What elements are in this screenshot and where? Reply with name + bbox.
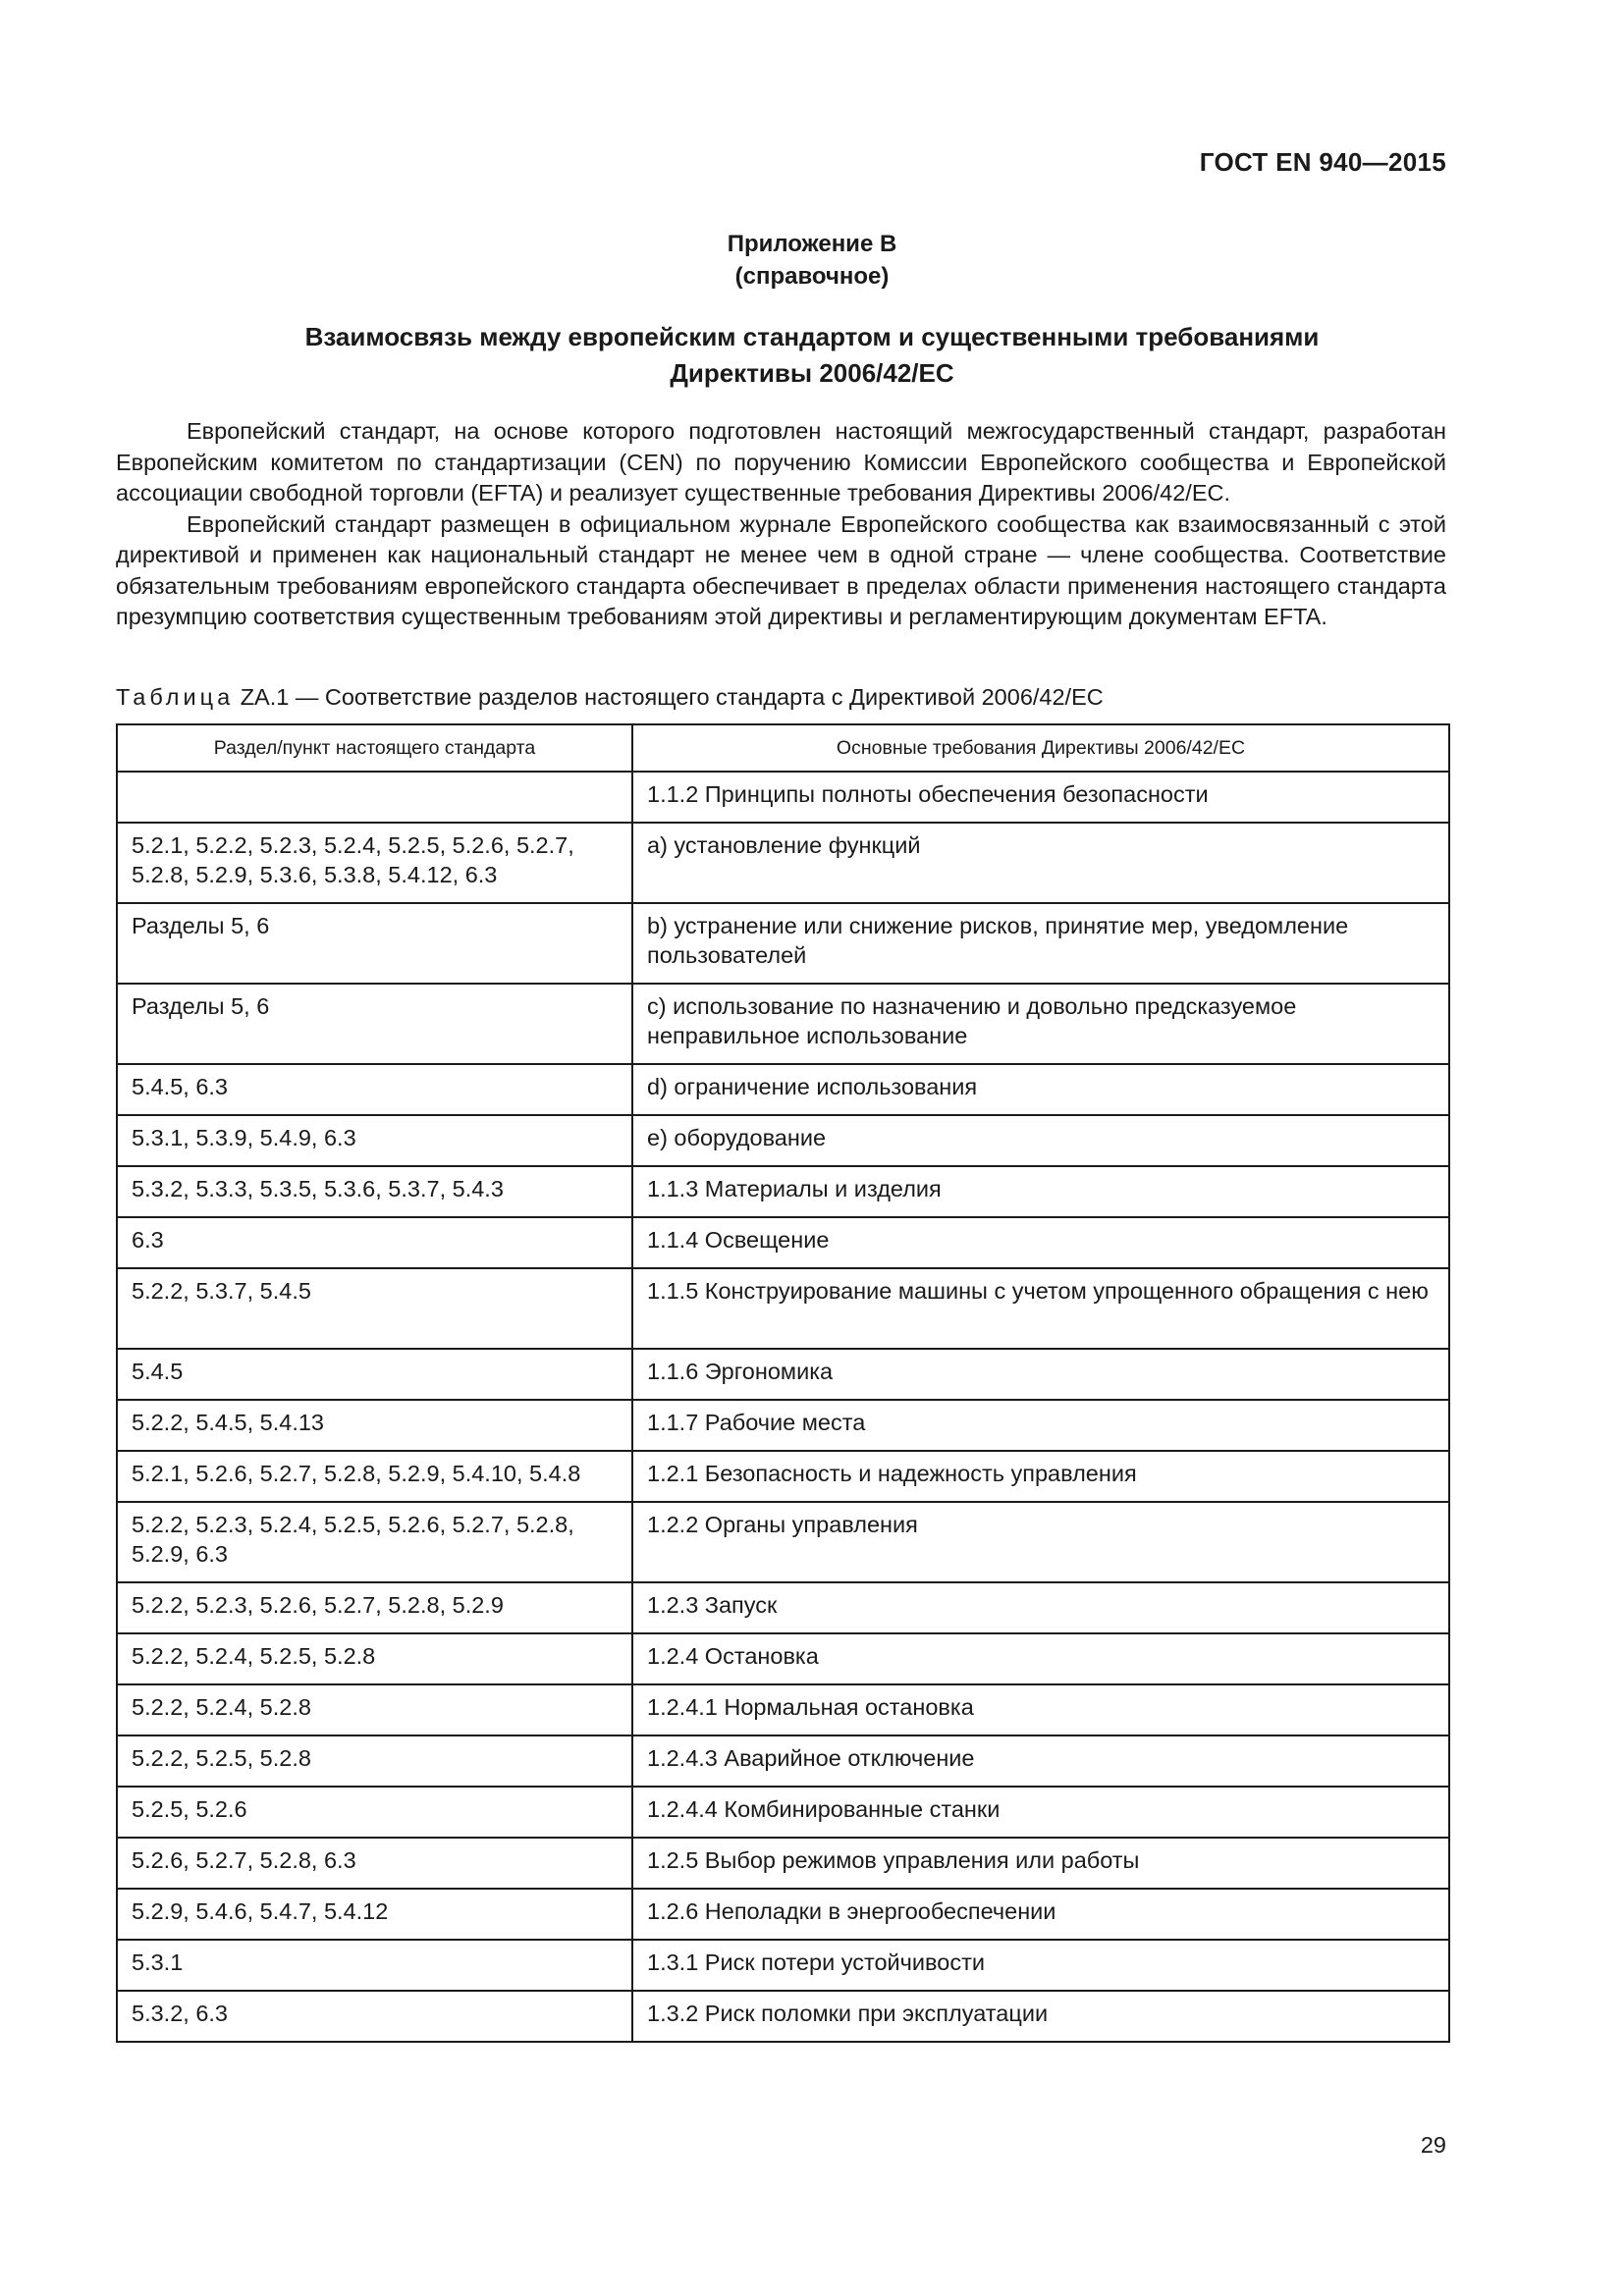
requirement-cell: 1.2.5 Выбор режимов управления или работы	[632, 1838, 1449, 1889]
requirement-cell: 1.2.6 Неполадки в энергообеспечении	[632, 1889, 1449, 1940]
paragraph: Европейский стандарт размещен в официальном журнале Европейского сообщества как взаимосвязанный с этой директивой и применен как национальный стандарт не менее чем в одной стране — члене сообщества. Соответствие обязательным требованиям европейского стандарта обеспечивает в пределах области применения настоящего стандарта презумпцию соответствия существенным требованиям этой директивы и регламентирующим документам EFTA.	[116, 510, 1446, 629]
requirement-cell: 1.2.4 Остановка	[632, 1633, 1449, 1684]
body-text	[116, 416, 1446, 633]
appendix-subtitle: (справочное)	[734, 263, 890, 290]
clause-cell: 5.2.2, 5.2.4, 5.2.5, 5.2.8	[117, 1633, 632, 1684]
table-row	[117, 1889, 1449, 1940]
column-header-standard-clause: Раздел/пункт настоящего стандарта	[117, 724, 632, 772]
requirement-cell: 1.1.2 Принципы полноты обеспечения безопасности	[632, 772, 1449, 823]
requirement-cell: d) ограничение использования	[632, 1064, 1449, 1115]
clause-cell: 5.2.9, 5.4.6, 5.4.7, 5.4.12	[117, 1889, 632, 1940]
clause-cell: 5.2.1, 5.2.6, 5.2.7, 5.2.8, 5.2.9, 5.4.10, 5.4.8	[117, 1451, 632, 1502]
table-caption-label: Таблица	[116, 684, 235, 710]
appendix-title: Приложение В	[727, 231, 897, 257]
table-row	[117, 1217, 1449, 1268]
requirement-cell: 1.2.4.3 Аварийное отключение	[632, 1735, 1449, 1787]
clause-cell: Разделы 5, 6	[117, 984, 632, 1064]
clause-cell: 5.2.2, 5.2.3, 5.2.4, 5.2.5, 5.2.6, 5.2.7, 5.2.8, 5.2.9, 6.3	[117, 1502, 632, 1582]
table-row	[117, 1684, 1449, 1735]
clause-cell	[117, 772, 632, 823]
clause-cell: 5.3.1, 5.3.9, 5.4.9, 6.3	[117, 1115, 632, 1166]
table-row	[117, 1268, 1449, 1349]
table-row	[117, 1166, 1449, 1217]
clause-cell: 5.4.5	[117, 1349, 632, 1400]
table-row	[117, 1502, 1449, 1582]
requirement-cell: a) установление функций	[632, 823, 1449, 903]
section-title-line-2: Директивы 2006/42/ЕС	[670, 358, 954, 388]
clause-cell: 5.2.1, 5.2.2, 5.2.3, 5.2.4, 5.2.5, 5.2.6, 5.2.7, 5.2.8, 5.2.9, 5.3.6, 5.3.8, 5.4.12, 6.3	[117, 823, 632, 903]
page-number: 29	[1420, 2132, 1446, 2158]
requirement-cell: 1.2.3 Запуск	[632, 1582, 1449, 1633]
table-row	[117, 1735, 1449, 1787]
table-header-row	[117, 724, 1449, 772]
requirement-cell: e) оборудование	[632, 1115, 1449, 1166]
clause-cell: 6.3	[117, 1217, 632, 1268]
section-title	[0, 319, 1624, 392]
table-row	[117, 1400, 1449, 1451]
requirement-cell: b) устранение или снижение рисков, принятие мер, уведомление пользователей	[632, 903, 1449, 984]
clause-cell: 5.4.5, 6.3	[117, 1064, 632, 1115]
requirement-cell: 1.3.1 Риск потери устойчивости	[632, 1940, 1449, 1991]
table-row	[117, 1991, 1449, 2042]
requirement-cell: 1.2.2 Органы управления	[632, 1502, 1449, 1582]
table-row	[117, 1064, 1449, 1115]
requirement-cell: 1.2.4.4 Комбинированные станки	[632, 1787, 1449, 1838]
table-row	[117, 1787, 1449, 1838]
clause-cell: 5.2.2, 5.2.3, 5.2.6, 5.2.7, 5.2.8, 5.2.9	[117, 1582, 632, 1633]
requirement-cell: 1.1.3 Материалы и изделия	[632, 1166, 1449, 1217]
requirement-cell: 1.1.6 Эргономика	[632, 1349, 1449, 1400]
requirement-cell: 1.1.4 Освещение	[632, 1217, 1449, 1268]
clause-cell: 5.2.2, 5.2.4, 5.2.8	[117, 1684, 632, 1735]
requirement-cell: 1.1.5 Конструирование машины с учетом упрощенного обращения с нею	[632, 1268, 1449, 1349]
clause-cell: 5.2.5, 5.2.6	[117, 1787, 632, 1838]
table-row	[117, 1115, 1449, 1166]
table-row	[117, 772, 1449, 823]
clause-cell: 5.2.6, 5.2.7, 5.2.8, 6.3	[117, 1838, 632, 1889]
table-row	[117, 1582, 1449, 1633]
table-row	[117, 1451, 1449, 1502]
document-code: ГОСТ EN 940—2015	[1199, 147, 1446, 177]
column-header-directive-requirement: Основные требования Директивы 2006/42/ЕС	[632, 724, 1449, 772]
table-caption	[116, 684, 1104, 711]
clause-cell: 5.3.2, 6.3	[117, 1991, 632, 2042]
clause-cell: 5.2.2, 5.2.5, 5.2.8	[117, 1735, 632, 1787]
table-row	[117, 823, 1449, 903]
requirement-cell: 1.1.7 Рабочие места	[632, 1400, 1449, 1451]
requirement-cell: 1.2.4.1 Нормальная остановка	[632, 1684, 1449, 1735]
requirement-cell: 1.3.2 Риск поломки при эксплуатации	[632, 1991, 1449, 2042]
requirement-cell: c) использование по назначению и довольно предсказуемое неправильное использование	[632, 984, 1449, 1064]
clause-cell: 5.2.2, 5.3.7, 5.4.5	[117, 1268, 632, 1349]
appendix-heading	[0, 228, 1624, 293]
requirement-cell: 1.2.1 Безопасность и надежность управления	[632, 1451, 1449, 1502]
table-row	[117, 984, 1449, 1064]
correspondence-table	[116, 723, 1450, 2043]
table-caption-text: ZA.1 — Соответствие разделов настоящего стандарта с Директивой 2006/42/ЕС	[240, 684, 1104, 710]
clause-cell: 5.3.2, 5.3.3, 5.3.5, 5.3.6, 5.3.7, 5.4.3	[117, 1166, 632, 1217]
paragraph: Европейский стандарт, на основе которого подготовлен настоящий межгосударственный стандарт, разработан Европейским комитетом по стандартизации (CEN) по поручению Комиссии Европейского сообщества и Европейской ассоциации свободной торговли (EFTA) и реализует существенные требования Директивы 2006/42/ЕС.	[116, 418, 1446, 506]
table-row	[117, 903, 1449, 984]
section-title-line-1: Взаимосвязь между европейским стандартом и существенными требованиями	[304, 322, 1320, 351]
table-row	[117, 1633, 1449, 1684]
table-row	[117, 1349, 1449, 1400]
table-row	[117, 1940, 1449, 1991]
table-row	[117, 1838, 1449, 1889]
clause-cell: 5.2.2, 5.4.5, 5.4.13	[117, 1400, 632, 1451]
clause-cell: Разделы 5, 6	[117, 903, 632, 984]
clause-cell: 5.3.1	[117, 1940, 632, 1991]
